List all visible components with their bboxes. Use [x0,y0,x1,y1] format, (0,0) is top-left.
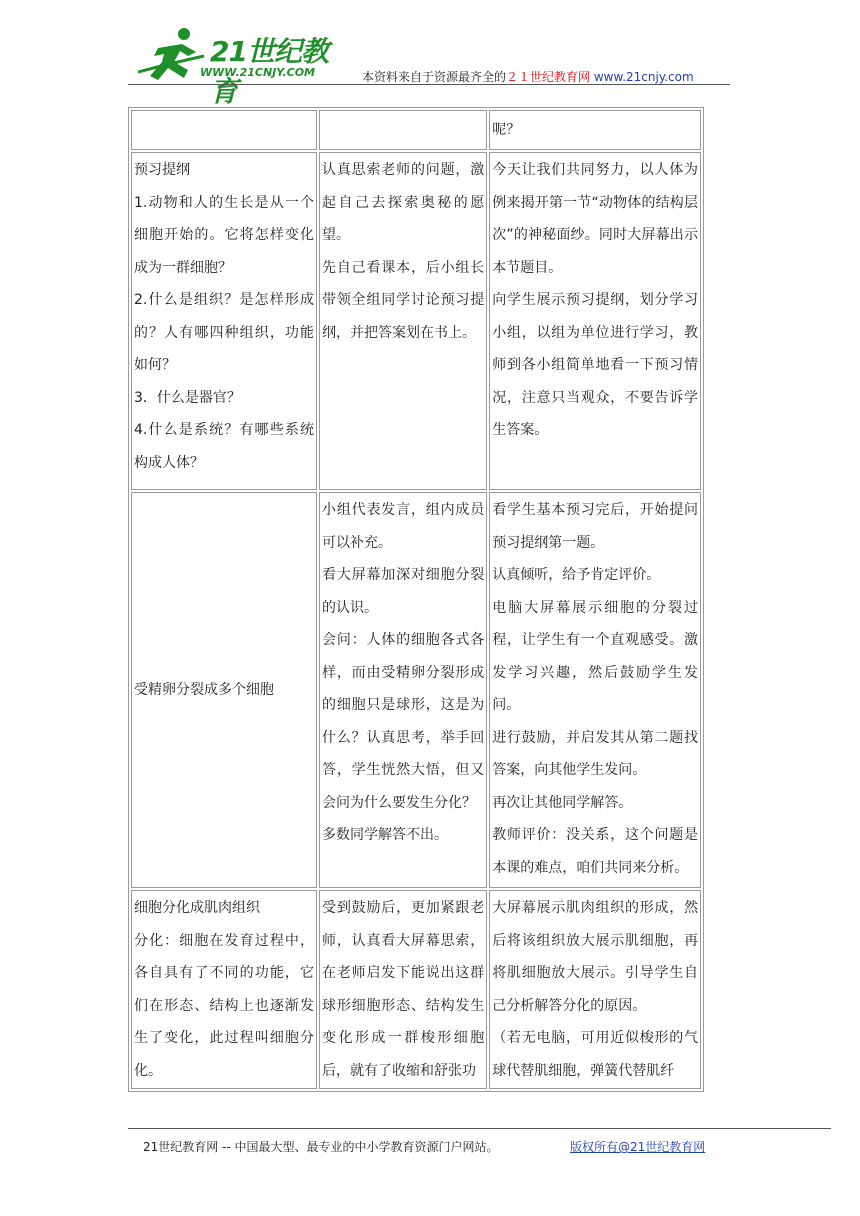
logo-text: 21世纪教育 [210,35,328,108]
cell-paragraph: 电脑大屏幕展示细胞的分裂过程，让学生有一个直观感受。激发学习兴趣，然后鼓励学生发问。 [492,599,698,713]
source-prefix: 本资料来自于资源最齐全的 [362,70,507,84]
page-header [0,0,860,108]
cell-paragraph: 1.动物和人的生长是从一个细胞开始的。它将怎样变化成为一群细胞？ [134,194,314,276]
table-cell [131,492,317,888]
cell-paragraph: 受到鼓励后，更加紧跟老师，认真看大屏幕思索，在老师启发下能说出这群球形细胞形态、结构发生变化形成一群梭形细胞后，就有了收缩和舒张功 [322,900,485,1079]
header-source-line [362,68,694,85]
table-cell [489,110,701,150]
cell-paragraph: 先自己看课本，后小组长带领全组同学讨论预习提纲，并把答案划在书上。 [322,259,485,341]
table-row [131,890,701,1089]
page-footer [143,1138,706,1155]
table-cell [489,492,701,888]
table-cell [319,152,487,490]
table-row [131,152,701,490]
cell-paragraph: 2.什么是组织？是怎样形成的？人有哪四种组织，功能如何？ [134,292,314,373]
cell-paragraph: 认真思索老师的问题，激起自己去探索奥秘的愿望。 [322,162,485,243]
cell-paragraph: 呢？ [492,121,521,138]
header-divider [128,84,730,85]
cell-paragraph: 今天让我们共同努力，以人体为例来揭开第一节“动物体的结构层次”的神秘面纱。同时大屏幕出示本节题目。 [492,162,698,276]
runner-logo-icon [138,26,208,84]
site-logo[interactable] [138,26,338,108]
footer-divider [128,1128,831,1129]
cell-paragraph: 小组代表发言，组内成员可以补充。 [322,502,485,551]
cell-paragraph: 细胞分化成肌肉组织 [134,900,260,916]
cell-paragraph: 3．什么是器官？ [134,389,241,406]
cell-paragraph: 受精卵分裂成多个细胞 [134,681,274,698]
cell-paragraph: 看学生基本预习完后，开始提问预习提纲第一题。 [492,502,698,551]
table-row [131,110,701,150]
cell-paragraph: 看大屏幕加深对细胞分裂的认识。 [322,567,485,616]
cell-paragraph: 向学生展示预习提纲，划分学习小组，以组为单位进行学习，教师到各小组简单地看一下预习情况，注意只当观众，不要告诉学生答案。 [492,292,698,438]
cell-paragraph: 大屏幕展示肌肉组织的形成，然后将该组织放大展示肌细胞，再将肌细胞放大展示。引导学生自己分析解答分化的原因。 [492,900,698,1014]
table-cell [319,890,487,1089]
cell-paragraph: 教师评价：没关系，这个问题是本课的难点，咱们共同来分析。 [492,827,698,876]
table-cell [131,152,317,490]
copyright-link[interactable]: 版权所有@21世纪教育网 [570,1140,706,1154]
logo-url: WWW.21CNJY.COM [200,66,315,79]
cell-paragraph: 认真倾听，给予肯定评价。 [492,567,661,583]
cell-paragraph: （若无电脑，可用近似梭形的气球代替肌细胞，弹簧代替肌纤 [492,1030,698,1079]
table-row [131,492,701,888]
cell-paragraph: 进行鼓励，并启发其从第二题找答案，向其他学生发问。 [492,729,698,778]
footer-text: 21世纪教育网 -- 中国最大型、最专业的中小学教育资源门户网站。 [143,1140,499,1154]
cell-paragraph: 会问：人体的细胞各式各样，而由受精卵分裂形成的细胞只是球形，这是为什么？认真思考，举手回答，学生恍然大悟，但又会问为什么要发生分化？ [322,632,485,811]
table-cell [489,152,701,490]
lesson-table [128,107,704,1092]
cell-paragraph: 再次让其他同学解答。 [492,794,633,811]
table-cell [131,890,317,1089]
cell-paragraph: 分化：细胞在发育过程中，各自具有了不同的功能，它们在形态、结构上也逐渐发生了变化，此过程叫细胞分化。 [134,932,314,1079]
table-cell [489,890,701,1089]
table-cell [131,110,317,150]
cell-paragraph: 4.什么是系统？有哪些系统构成人体？ [134,422,314,471]
cell-paragraph: 多数同学解答不出。 [322,827,448,843]
table-cell [319,110,487,150]
source-site-link[interactable]: ２１世纪教育网 [506,70,591,84]
source-url-link[interactable]: www.21cnjy.com [593,70,694,84]
cell-paragraph: 预习提纲 [134,162,190,178]
table-cell [319,492,487,888]
